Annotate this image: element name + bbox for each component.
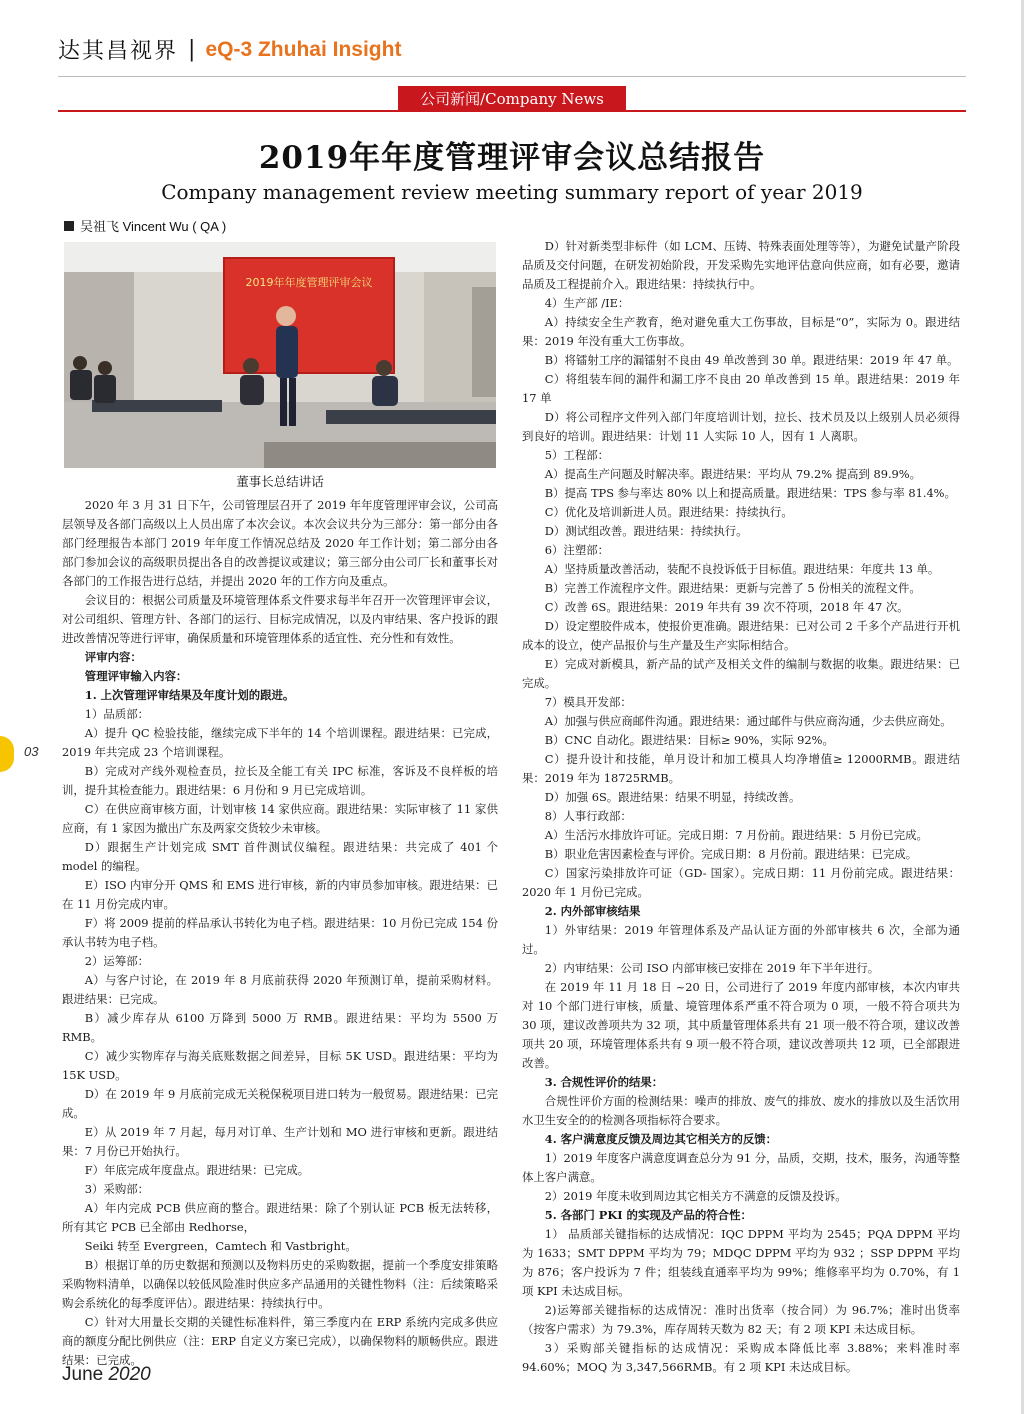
page-number: 03 — [24, 744, 39, 759]
article-paragraph: E）从 2019 年 7 月起，每月对订单、生产计划和 MO 进行审核和更新。跟进结果：7 月份已开始执行。 — [62, 1125, 498, 1158]
article-paragraph: B）完成对产线外观检查员，拉长及全能工有关 IPC 标准，客诉及不良样板的培训，提升其检查能力。跟进结果：6 月份和 9 月已完成培训。 — [62, 764, 498, 797]
issue-month: June — [62, 1364, 104, 1385]
article-paragraph: C）提升设计和技能，单月设计和加工模具人均净增值≥ 12000RMB。跟进结果：2019 年为 18725RMB。 — [522, 752, 960, 785]
magazine-header — [58, 34, 401, 65]
article-paragraph: C）减少实物库存与海关底账数据之间差异，目标 5K USD。跟进结果：平均为 15K USD。 — [62, 1049, 498, 1082]
issue-year: 2020 — [108, 1364, 151, 1385]
article-paragraph: 管理评审输入内容： — [84, 669, 188, 683]
author-line — [64, 216, 226, 235]
article-paragraph: B）减少库存从 6100 万降到 5000 万 RMB。跟进结果：平均为 5500 万 RMB。 — [62, 1011, 498, 1044]
article-paragraph: E）完成对新模具，新产品的试产及相关文件的编制与数据的收集。跟进结果：已完成。 — [522, 657, 960, 690]
issue-date — [62, 1364, 151, 1386]
article-paragraph: C）国家污染排放许可证（GD- 国家）。完成日期：11 月份前完成。跟进结果：2020 年 1 月份已完成。 — [522, 866, 960, 899]
article-paragraph: A）提升 QC 检验技能，继续完成下半年的 14 个培训课程。跟进结果：已完成，2019 年共完成 23 个培训课程。 — [62, 726, 498, 759]
bullet-square-icon — [64, 221, 74, 231]
article-paragraph: C）将组装车间的漏件和漏工序不良由 20 单改善到 15 单。跟进结果：2019 年 17 单 — [522, 372, 960, 405]
article-paragraph: 2）2019 年度未收到周边其它相关方不满意的反馈及投诉。 — [544, 1189, 847, 1203]
article-paragraph: D）加强 6S。跟进结果：结果不明显，持续改善。 — [544, 790, 801, 804]
article-paragraph: A）年内完成 PCB 供应商的整合。跟进结果：除了个别认证 PCB 板无法转移，所有其它 PCB 已全部由 Redhorse， — [62, 1201, 498, 1234]
article-paragraph: D）在 2019 年 9 月底前完成无关税保税项目进口转为一般贸易。跟进结果：已完成。 — [62, 1087, 498, 1120]
section-banner: 公司新闻/Company News — [398, 86, 626, 110]
article-paragraph: 1. 上次管理评审结果及年度计划的跟进。 — [84, 688, 295, 702]
svg-text:2019年年度管理评审会议: 2019年年度管理评审会议 — [245, 276, 373, 289]
article-paragraph: C）改善 6S。跟进结果：2019 年共有 39 次不符项，2018 年 47 次。 — [544, 600, 909, 614]
article-title-en: Company management review meeting summary report of year 2019 — [161, 180, 863, 204]
article-paragraph: D）测试组改善。跟进结果：持续执行。 — [544, 524, 748, 538]
section-rule — [58, 110, 966, 112]
article-right-column — [522, 237, 960, 1377]
article-paragraph: 2)运筹部关键指标的达成情况：准时出货率（按合同）为 96.7%；准时出货率（按客户需求）为 79.3%，库存周转天数为 82 天；有 2 项 KPI 未达成目标。 — [522, 1303, 960, 1336]
article-paragraph: F）将 2009 提前的样品承认书转化为电子档。跟进结果：10 月份已完成 154 份承认书转为电子档。 — [62, 916, 498, 949]
article-paragraph: D）跟据生产计划完成 SMT 首件测试仪编程。跟进结果：共完成了 401 个 model 的编程。 — [62, 840, 498, 873]
article-paragraph: A）提高生产问题及时解决率。跟进结果：平均从 79.2% 提高到 89.9%。 — [544, 467, 922, 481]
article-paragraph: 6）注塑部： — [544, 543, 609, 557]
article-paragraph: B）CNC 自动化。跟进结果：目标≥ 90%，实际 92%。 — [544, 733, 834, 747]
article-paragraph: 在 2019 年 11 月 18 日 ~20 日，公司进行了 2019 年度内部审核，本次内审共对 10 个部门进行审核，质量、境管理体系严重不符合项为 0 项，一般不符合项共为 30 项，建议改善项共为 32 项，其中质量管理体系共有 21 项一般不符合项，建议改善项共 20 项，环境管理体系共有 9 项一般不符合项，建议改善项共 12 项，已全部跟进改善。 — [522, 980, 960, 1070]
magazine-name-cn: 达其昌视界 — [58, 39, 179, 64]
article-paragraph: 会议目的：根据公司质量及环境管理体系文件要求每半年召开一次管理评审会议，对公司组织、管理方针、各部门的运行、目标完成情况，以及内审结果、客户投诉的跟进改善情况等进行评审，确保质量和环境管理体系的适宜性、充分性和有效性。 — [62, 593, 498, 645]
article-paragraph: 3）采购部： — [84, 1182, 149, 1196]
magazine-name-en: eQ-3 Zhuhai Insight — [205, 37, 402, 61]
header-rule — [58, 76, 966, 77]
photo-caption: 董事长总结讲话 — [236, 474, 324, 489]
article-paragraph: 3）采购部关键指标的达成情况：采购成本降低比率 3.88%；来料准时率 94.60%；MOQ 为 3,347,566RMB。有 2 项 KPI 未达成目标。 — [522, 1341, 960, 1374]
article-paragraph: C）在供应商审核方面，计划审核 14 家供应商。跟进结果：实际审核了 11 家供应商，有 1 家因为撤出广东及两家交货较少未审核。 — [62, 802, 498, 835]
article-paragraph: 5. 各部门 PKI 的实现及产品的符合性： — [544, 1208, 752, 1222]
article-paragraph: 合规性评价方面的检测结果：噪声的排放、废气的排放、废水的排放以及生活饮用水卫生安全的的检测各项指标符合要求。 — [522, 1094, 960, 1127]
article-paragraph: 7）模具开发部： — [544, 695, 632, 709]
article-paragraph: 2. 内外部审核结果 — [544, 904, 641, 918]
article-paragraph: 1）外审结果：2019 年管理体系及产品认证方面的外部审核共 6 次，全部为通过。 — [522, 923, 960, 956]
article-paragraph: 2）内审结果：公司 ISO 内部审核已安排在 2019 年下半年进行。 — [544, 961, 880, 975]
article-paragraph: D）将公司程序文件列入部门年度培训计划，拉长、技术员及以上级别人员必须得到良好的培训。跟进结果：计划 11 人实际 10 人，因有 1 人离职。 — [522, 410, 960, 443]
article-paragraph: B）职业危害因素检查与评价。完成日期：8 月份前。跟进结果：已完成。 — [544, 847, 918, 861]
article-paragraph: 评审内容： — [84, 650, 142, 664]
article-paragraph: 1）2019 年度客户满意度调查总分为 91 分，品质，交期，技术，服务，沟通等整体上客户满意。 — [522, 1151, 960, 1184]
article-paragraph: B）完善工作流程序文件。跟进结果：更新与完善了 5 份相关的流程文件。 — [544, 581, 921, 595]
article-paragraph: B）将镭射工序的漏镭射不良由 49 单改善到 30 单。跟进结果：2019 年 47 单。 — [544, 353, 959, 367]
article-paragraph: 1）品质部： — [84, 707, 149, 721]
article-paragraph: C）优化及培训新进人员。跟进结果：持续执行。 — [544, 505, 793, 519]
article-paragraph: C）针对大用量长交期的关键性标准料件，第三季度内在 ERP 系统内完成多供应商的额度分配比例供应（注：ERP 自定义方案已完成），以确保物料的顺畅供应。跟进结果：已完成。 — [62, 1315, 498, 1367]
author-name: 吴祖飞 Vincent Wu ( QA ) — [80, 219, 227, 234]
article-paragraph: 5）工程部： — [544, 448, 609, 462]
article-paragraph: A）坚持质量改善活动，装配不良投诉低于目标值。跟进结果：年度共 13 单。 — [544, 562, 940, 576]
article-paragraph: A）与客户讨论，在 2019 年 8 月底前获得 2020 年预测订单，提前采购材料。跟进结果：已完成。 — [62, 973, 498, 1006]
article-paragraph: 4）生产部 /IE： — [544, 296, 630, 310]
meeting-photo — [64, 242, 496, 468]
article-paragraph: 2020 年 3 月 31 日下午，公司管理层召开了 2019 年年度管理评审会议，公司高层领导及各部门高级以上人员出席了本次会议。本次会议共分为三部分：第一部分由各部门经理报告本部门 2019 年年度工作情况总结及 2020 年工作计划；第二部分由各部门参加会议的高级职员提出各自的改善提议或建议；第三部分由公司厂长和董事长对各部门的工作报告进行总结，并提出 2020 年的工作方向及重点。 — [62, 498, 498, 588]
article-paragraph: D）设定塑胶件成本，使报价更准确。跟进结果：已对公司 2 千多个产品进行开机成本的设立，使产品报价与生产量及生产实际相结合。 — [522, 619, 960, 652]
article-paragraph: B）根据订单的历史数据和预测以及物料历史的采购数据，提前一个季度安排策略采购物料清单，以确保以较低风险准时供应多产品通用的关键性物料（注：后续策略采购会系统化的每季度评估）。跟进结果：持续执行中。 — [62, 1258, 498, 1310]
article-paragraph: A）持续安全生产教育，绝对避免重大工伤事故，目标是“0”，实际为 0。跟进结果：2019 年没有重大工伤事故。 — [522, 315, 960, 348]
article-paragraph: A）生活污水排放许可证。完成日期：7 月份前。跟进结果：5 月份已完成。 — [544, 828, 928, 842]
article-paragraph: B）提高 TPS 参与率达 80% 以上和提高质量。跟进结果：TPS 参与率 81.4%。 — [544, 486, 956, 500]
article-paragraph: A）加强与供应商邮件沟通。跟进结果：通过邮件与供应商沟通，少去供应商处。 — [544, 714, 952, 728]
article-paragraph: 3. 合规性评价的结果： — [544, 1075, 664, 1089]
article-paragraph: Seiki 转至 Evergreen，Camtech 和 Vastbright。 — [84, 1239, 357, 1253]
article-paragraph: F）年底完成年度盘点。跟进结果：已完成。 — [84, 1163, 310, 1177]
article-paragraph: 1） 品质部关键指标的达成情况：IQC DPPM 平均为 2545；PQA DPPM 平均为 1633；SMT DPPM 平均为 79；MDQC DPPM 平均为 932 ；SSP DPPM 平均为 876；客户投诉为 7 件；组装线直通率平均为 99%；维修率平均为 0.70%，有 1 项 KPI 未达成目标。 — [522, 1227, 960, 1298]
header-separator: | — [188, 37, 196, 62]
article-paragraph: D）针对新类型非标件（如 LCM、压铸、特殊表面处理等等），为避免试量产阶段品质及交付问题，在研发初始阶段，开发采购先实地评估意向供应商，如有必要，邀请品质及工程提前介入。跟进结果：持续执行中。 — [522, 239, 960, 291]
article-paragraph: 4. 客户满意度反馈及周边其它相关方的反馈： — [544, 1132, 778, 1146]
article-title-cn: 2019年年度管理评审会议总结报告 — [258, 140, 766, 176]
article-paragraph: 8）人事行政部： — [544, 809, 632, 823]
article-paragraph: 2）运筹部： — [84, 954, 149, 968]
article-paragraph: E）ISO 内审分开 QMS 和 EMS 进行审核，新的内审员参加审核。跟进结果：已在 11 月份完成内审。 — [62, 878, 498, 911]
article-left-column — [62, 496, 498, 1370]
